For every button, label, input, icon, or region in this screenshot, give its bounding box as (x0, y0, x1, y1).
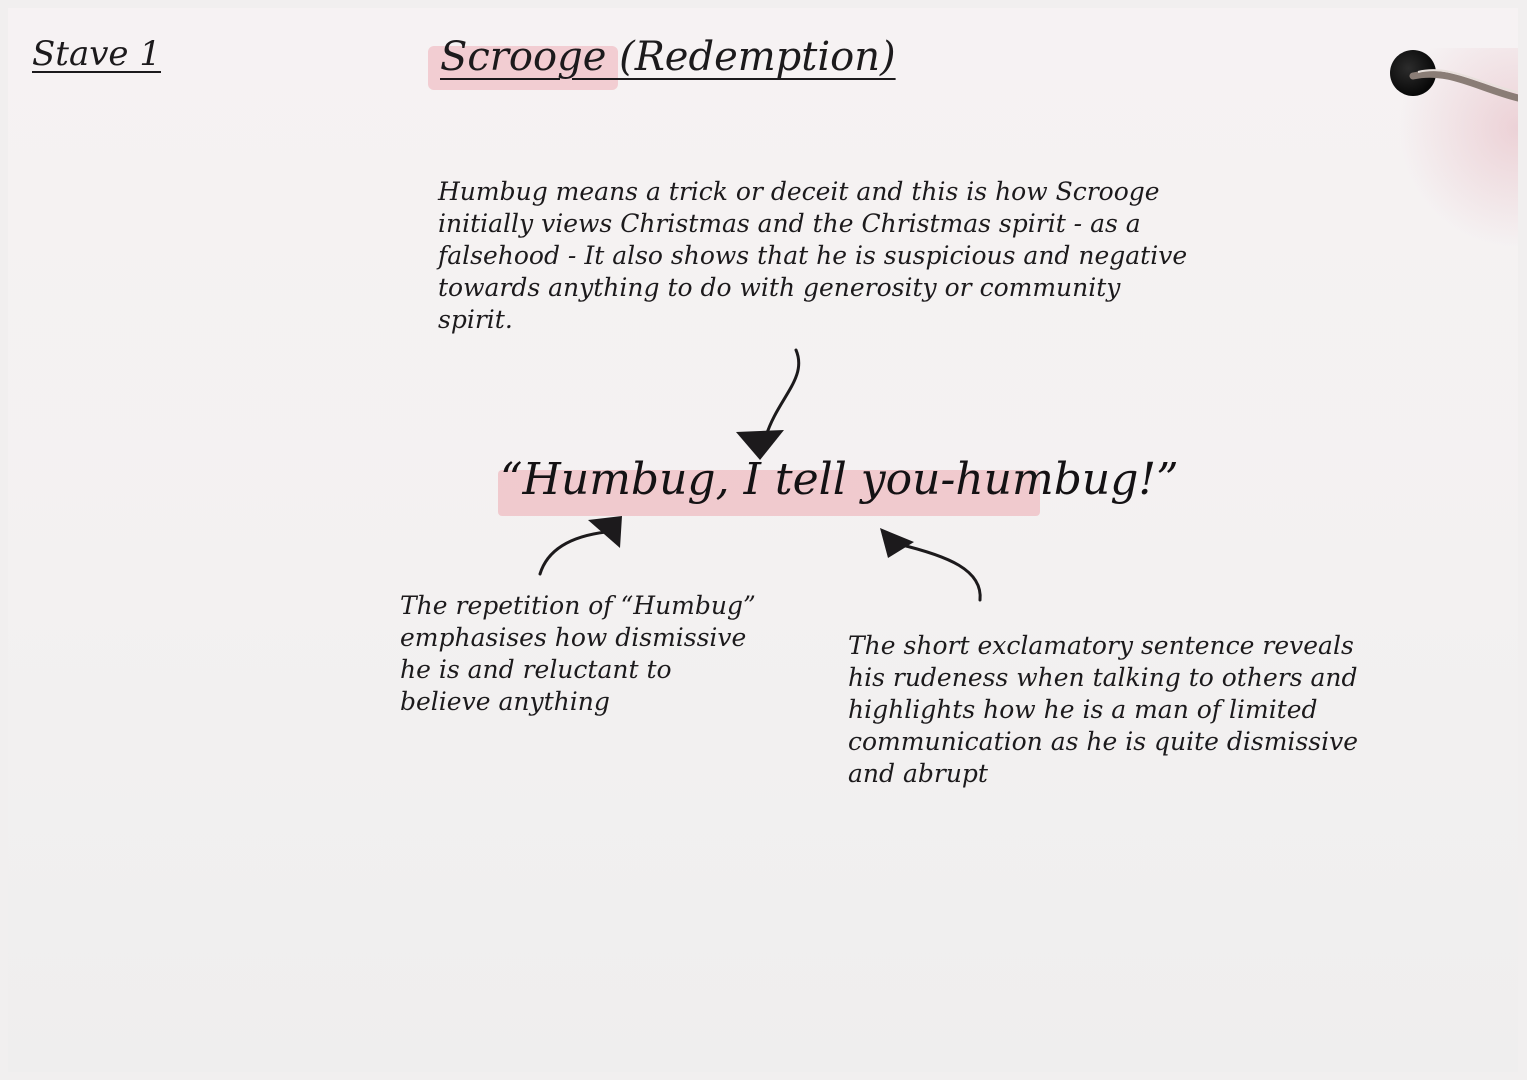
arrowhead-left (588, 516, 622, 548)
arrow-right-to-quote (898, 544, 980, 600)
note-humbug-meaning: Humbug means a trick or deceit and this is how Scrooge initially views Christmas and the Christmas spirit - as a falsehood - It also shows that he is suspicious and negative towards anything to do with generosity or community spirit. (438, 177, 1188, 334)
note-exclamatory-sentence: The short exclamatory sentence reveals his rudeness when talking to others and highlights how he is a man of limited communication as he is quite dismissive and abrupt (848, 631, 1358, 788)
arrowhead-right (880, 528, 914, 558)
note-repetition: The repetition of “Humbug” emphasises how dismissive he is and reluctant to believe anything (400, 591, 756, 716)
page-title: Scrooge (Redemption) (440, 34, 896, 80)
arrow-left-to-quote (540, 532, 606, 574)
key-quote: “Humbug, I tell you-humbug!” (500, 454, 1179, 505)
notebook-page (8, 8, 1518, 1072)
annotation-arrows (8, 8, 1518, 1072)
binder-ring-wire (1413, 74, 1518, 98)
stave-label: Stave 1 (32, 34, 161, 74)
arrow-top-to-quote (766, 350, 799, 436)
